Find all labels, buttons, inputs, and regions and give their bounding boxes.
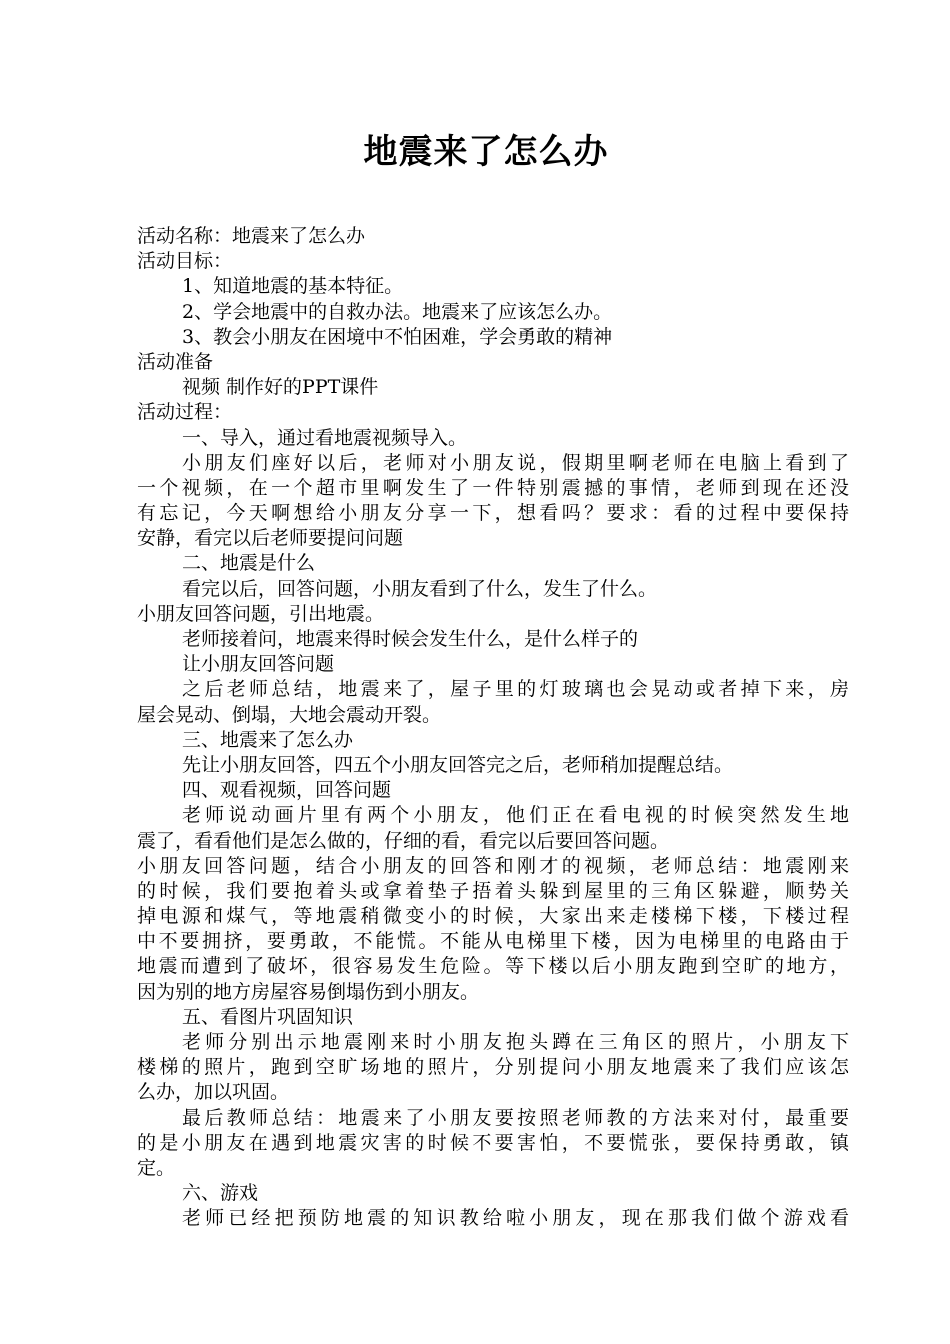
document-body [137, 224, 849, 1232]
text-line: 之后老师总结，地震来了，屋子里的灯玻璃也会晃动或者掉下来，房 [182, 678, 849, 701]
text-line: 老师分别出示地震刚来时小朋友抱头蹲在三角区的照片，小朋友下 [182, 1031, 849, 1053]
text-line: 活动名称：地震来了怎么办 [137, 225, 366, 247]
text-line: 老师说动画片里有两个小朋友，他们正在看电视的时候突然发生地 [182, 804, 849, 827]
text-line: 老师已经把预防地震的知识教给啦小朋友，现在那我们做个游戏看 [182, 1207, 849, 1230]
text-line: 有忘记，今天啊想给小朋友分享一下，想看吗？要求：看的过程中要保持 [137, 502, 849, 525]
text-line: 3、教会小朋友在困境中不怕困难，学会勇敢的精神 [182, 325, 613, 348]
text-line: 活动目标： [137, 250, 233, 273]
text-line: 先让小朋友回答，四五个小朋友回答完之后，老师稍加提醒总结。 [182, 753, 734, 776]
text-line: 掉电源和煤气，等地震稍微变小的时候，大家出来走楼梯下楼，下楼过程 [137, 905, 849, 928]
text-line: 老师接着问，地震来得时候会发生什么，是什么样子的 [182, 628, 639, 650]
text-line: 楼梯的照片，跑到空旷场地的照片，分别提问小朋友地震来了我们应该怎 [137, 1056, 849, 1079]
text-line: 安静，看完以后老师要提问问题 [137, 527, 404, 550]
text-line: 么办，加以巩固。 [137, 1081, 290, 1104]
text-line: 四、观看视频，回答问题 [182, 779, 392, 802]
text-line: 中不要拥挤，要勇敢，不能慌。不能从电梯里下楼，因为电梯里的电路由于 [137, 930, 849, 953]
text-line: 的时候，我们要抱着头或拿着垫子捂着头躲到屋里的三角区躲避，顺势关 [137, 879, 849, 902]
text-line: 2、学会地震中的自救办法。地震来了应该怎么办。 [182, 300, 613, 323]
text-line: 的是小朋友在遇到地震灾害的时候不要害怕，不要慌张，要保持勇敢，镇 [137, 1131, 849, 1154]
text-line: 让小朋友回答问题 [182, 653, 335, 676]
text-line: 一、导入，通过看地震视频导入。 [182, 426, 468, 449]
text-line: 震了，看看他们是怎么做的，仔细的看，看完以后要回答问题。 [137, 829, 670, 852]
text-line: 因为别的地方房屋容易倒塌伤到小朋友。 [137, 980, 480, 1003]
text-line: 地震而遭到了破坏，很容易发生危险。等下楼以后小朋友跑到空旷的地方， [137, 955, 849, 978]
text-line: 最后教师总结：地震来了小朋友要按照老师教的方法来对付，最重要 [182, 1106, 849, 1129]
text-line: 六、游戏 [182, 1182, 259, 1205]
text-line: 小朋友回答问题，结合小朋友的回答和刚才的视频，老师总结：地震刚来 [137, 854, 849, 877]
text-line: 看完以后，回答问题，小朋友看到了什么，发生了什么。 [182, 577, 658, 600]
document-title: 地震来了怎么办 [363, 132, 609, 172]
text-line: 活动过程： [137, 401, 233, 424]
text-line: 小朋友们座好以后，老师对小朋友说，假期里啊老师在电脑上看到了 [182, 451, 849, 474]
text-line: 屋会晃动、倒塌，大地会震动开裂。 [137, 703, 442, 726]
text-line: 五、看图片巩固知识 [182, 1005, 354, 1028]
text-line: 三、地震来了怎么办 [182, 728, 354, 751]
text-line: 1、知道地震的基本特征。 [182, 275, 404, 298]
text-line: 视频 制作好的PPT课件 [182, 376, 379, 399]
text-line: 小朋友回答问题，引出地震。 [137, 602, 385, 625]
text-line: 一个视频，在一个超市里啊发生了一件特别震撼的事情，老师到现在还没 [137, 476, 849, 499]
text-line: 活动准备 [137, 350, 214, 373]
text-line: 定。 [137, 1156, 176, 1179]
text-line: 二、地震是什么 [182, 552, 316, 575]
